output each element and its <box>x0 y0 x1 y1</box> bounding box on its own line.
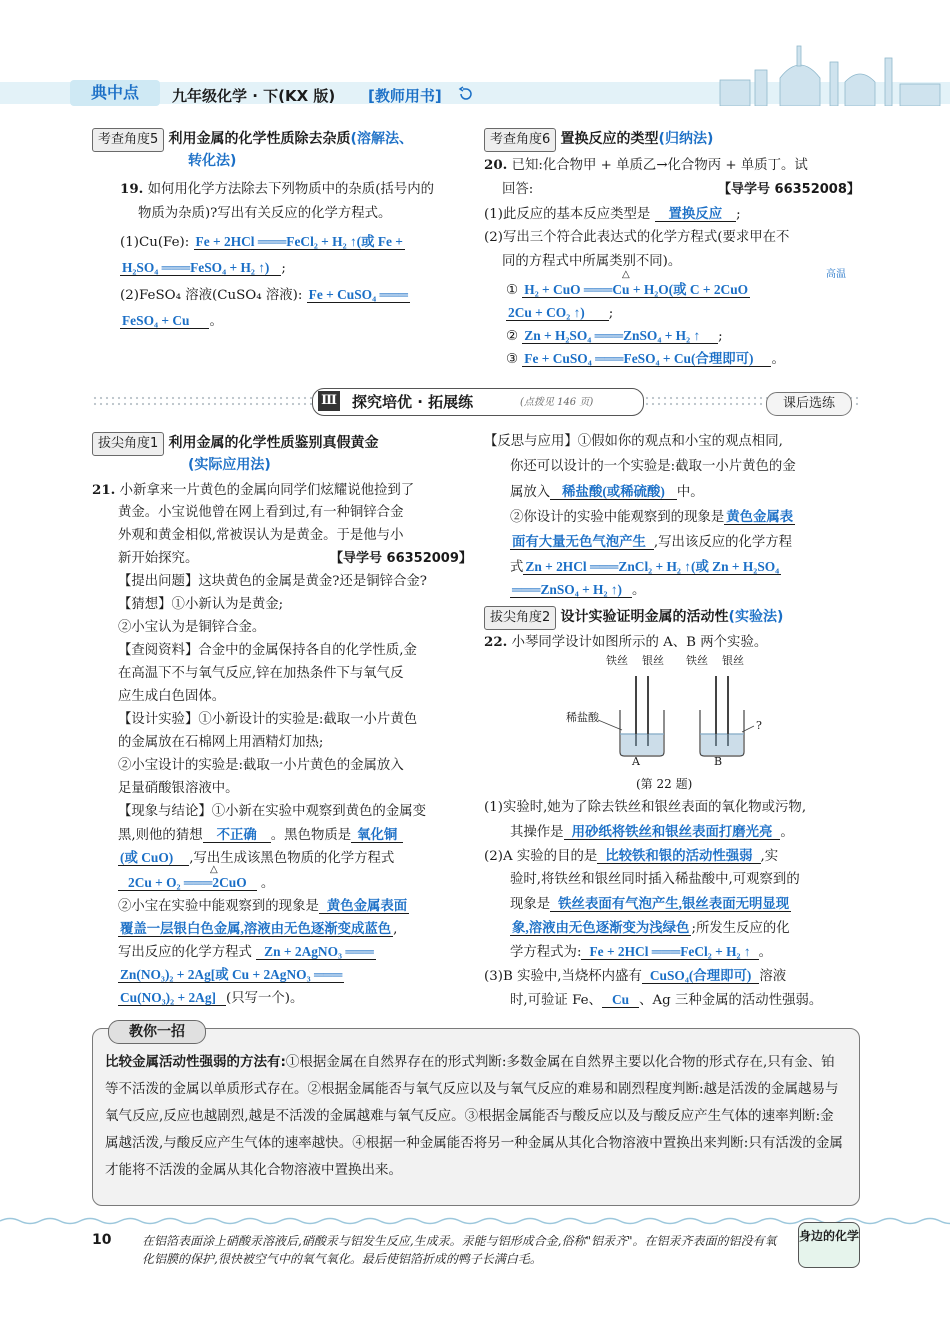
q22-sub2-post: ,实 <box>760 849 779 864</box>
q21-text: 小新拿来一片黄色的金属向同学们炫耀说他捡到了 <box>119 483 415 498</box>
semicolon: ; <box>281 261 286 276</box>
q21-result-5 <box>118 896 409 917</box>
fig-caption: (第 22 题) <box>636 777 693 791</box>
q22-sub2-phenom-post: ;所发生反应的化 <box>691 921 790 936</box>
q19-text-1: 如何用化学方法除去下列物质中的杂质(括号内的 <box>147 182 434 197</box>
chemistry-around-us-badge: 身边的化学 <box>798 1222 860 1268</box>
period: 。 <box>260 876 275 891</box>
q19-answer-2-equation: Fe + CuSO₄ ═══ <box>308 287 408 302</box>
q20-guide-number: 【导学号 66352008】 <box>718 182 860 197</box>
q21-black-substance-alt: (或 CuO) <box>118 850 189 866</box>
q21-result-1: 【现象与结论】①小新在实验中观察到黄色的金属变 <box>118 804 426 819</box>
eq1-line-2 <box>506 303 613 324</box>
q22-sub1-line-1: (1)实验时,她为了除去铁丝和银丝表面的氧化物或污物, <box>484 800 807 815</box>
q21-reflect-phenom-post: ,写出该反应的化学方程 <box>653 535 793 550</box>
q21-design-1: 【设计实验】①小新设计的实验是:截取一小片黄色 <box>118 712 418 727</box>
q21-reflect-phenom-answer-2: 面有大量无色气泡产生 <box>510 534 654 550</box>
q21-result-9 <box>118 988 303 1009</box>
semicolon: ; <box>736 207 741 222</box>
q21-reflect-phenom-prefix: ②你设计的实验中能观察到的现象是 <box>510 510 725 525</box>
tip-text <box>105 1049 845 1184</box>
q21-phenomenon-answer-2: 覆盖一层银白色金属,溶液由无色逐渐变成蓝色 <box>120 921 392 936</box>
period: 。 <box>771 352 785 367</box>
q21-reflect-eq-answer: Zn + 2HCl ═══ZnCl₂ + H₂ ↑(或 Zn + H₂SO₄ <box>525 559 780 574</box>
angle6-method: (归纳法) <box>658 131 714 147</box>
q20-answer-1-value: 置换反应 <box>655 206 737 222</box>
angle6-heading <box>484 128 713 152</box>
angle5-tag: 考查角度5 <box>92 128 164 152</box>
q22-sub2-line-2: 验时,将铁丝和银丝同时插入稀盐酸中,可观察到的 <box>510 872 800 887</box>
q21-guess-answer: 不正确 <box>203 827 271 843</box>
q21-text: 新开始探究。 <box>118 551 199 566</box>
q21-hypothesis-1: 【猜想】①小新认为是黄金; <box>118 597 284 612</box>
angle5-method-2: 转化法) <box>188 153 237 169</box>
q21-text: 外观和黄金相似,常被误认为是黄金。于是他与小 <box>118 528 404 543</box>
q19-answer-2-cont <box>120 311 223 332</box>
q19-text-2: 物质为杂质)?写出有关反应的化学方程式。 <box>138 206 392 221</box>
q21-reflect-phenom-answer: 黄色金属表 <box>726 509 794 524</box>
q21-info-1: 【查阅资料】合金中的金属保持各自的化学性质,金 <box>118 643 417 658</box>
q21-result-prefix: 黑,则他的猜想 <box>118 828 203 843</box>
eq2-answer: Zn + H₂SO₄ ═══ZnSO₄ + H₂ ↑ <box>522 328 718 344</box>
q22-sub2-phenom-prefix: 现象是 <box>510 897 551 912</box>
q21-info-3: 应生成白色固体。 <box>118 689 226 704</box>
banner-note: (点拨见 146 页) <box>520 397 594 408</box>
top-angle2-method: (实验法) <box>728 609 784 625</box>
q22-sub2-line-3 <box>510 894 791 915</box>
banner-title: 探究培优 · 拓展练 <box>352 393 474 411</box>
top-angle2-tag: 拔尖角度2 <box>484 606 556 630</box>
q22-sub3-answer-2: Cu <box>602 992 639 1008</box>
q21-result-mid: 。黑色物质是 <box>270 828 352 843</box>
q21-result-3 <box>118 848 394 869</box>
q19-answer-2-prefix: (2)FeSO₄ 溶液(CuSO₄ 溶液): <box>120 288 303 303</box>
q22-sub2-answer: 比较铁和银的活动性强弱 <box>597 848 760 864</box>
tip-box <box>92 1028 860 1206</box>
q21-phenomenon-prefix: ②小宝在实验中能观察到的现象是 <box>118 899 319 914</box>
fig-silver-label-a: 银丝 <box>642 654 664 667</box>
q21-equation-answer: Zn + 2AgNO₃ ═══ <box>256 944 376 960</box>
teacher-edition-tag: [教师用书] <box>368 87 442 105</box>
q21-design-3: ②小宝设计的实验是:截取一小片黄色的金属放入 <box>118 758 404 773</box>
q22-sub3-line-1 <box>484 966 786 987</box>
fig-acid-label: 稀盐酸 <box>566 711 599 724</box>
angle5-heading <box>92 128 413 152</box>
q22-sub2-eq-prefix: 学方程式为: <box>510 945 582 960</box>
fig-label-b: B <box>714 755 723 768</box>
semicolon: ; <box>608 306 614 321</box>
q21-reflect-3 <box>510 482 704 503</box>
q20-number: 20. <box>484 157 508 173</box>
eq3-answer: Fe + CuSO₄ ═══FeSO₄ + Cu(合理即可) <box>522 351 771 367</box>
top-angle2-heading <box>484 606 783 630</box>
q22-text: 小琴同学设计如图所示的 A、B 两个实验。 <box>511 635 768 650</box>
tip-lead: 比较金属活动性强弱的方法有: <box>105 1054 286 1070</box>
angle5-method-1: (溶解法、 <box>350 131 413 147</box>
eq2-line <box>506 326 723 347</box>
q20-answer-1 <box>484 204 741 225</box>
q21-hypothesis-2: ②小宝认为是铜锌合金。 <box>118 620 266 635</box>
period: 。 <box>780 825 794 840</box>
eq1-answer: H₂ + CuO ═══Cu + H₂O(或 C + 2CuO <box>524 282 749 297</box>
banner-number: Ⅲ <box>318 391 340 411</box>
q21-reflect-eq-prefix: 式 <box>510 560 524 575</box>
q19-answer-1 <box>120 232 405 253</box>
q21-result-7 <box>118 942 376 963</box>
q21-reflect-6 <box>510 557 781 578</box>
q21-guide-number: 【导学号 66352009】 <box>330 551 472 566</box>
q22-sub2-phenom-answer: 铁丝表面有气泡产生,银丝表面无明显现 <box>550 896 791 912</box>
fig-unknown-label: ? <box>756 719 762 732</box>
q20-line-1 <box>484 155 808 176</box>
q22-sub3-post-2: 、Ag 三种金属的活动性强弱。 <box>639 993 823 1008</box>
q21-reflect-1: 【反思与应用】①假如你的观点和小宝的观点相同, <box>484 434 783 449</box>
eq3-line <box>506 349 785 370</box>
q21-result-2 <box>118 825 403 846</box>
period: 。 <box>631 583 646 598</box>
comma: , <box>393 922 398 937</box>
q21-reflect-2: 你还可以设计的一个实验是:截取一小片黄色的金 <box>510 459 796 474</box>
q19-answer-1-equation-2: H₂SO₄ ═══FeSO₄ + H₂ ↑) <box>120 260 281 276</box>
q19-answer-2 <box>120 285 410 306</box>
q21-reflect-4 <box>510 507 795 528</box>
q19-line-1 <box>120 179 434 200</box>
q22-sub3-line-2 <box>510 990 822 1011</box>
q22-sub1-line-2 <box>510 822 794 843</box>
q21-result-6 <box>118 919 397 940</box>
page-number: 10 <box>92 1232 112 1248</box>
q22-sub1-answer: 用砂纸将铁丝和银丝表面打磨光亮 <box>564 824 781 840</box>
tip-tag: 教你一招 <box>108 1020 206 1044</box>
q21-reflect-post: 中。 <box>676 485 704 500</box>
top-angle1-heading <box>92 432 379 456</box>
eq3-number: ③ <box>506 352 519 367</box>
city-skyline-illustration <box>700 40 950 106</box>
q21-reflect-acid-answer: 稀盐酸(或稀硫酸) <box>550 484 677 500</box>
eq1-number: ① <box>506 283 519 298</box>
q21-reflect-eq-answer-2: ═══ZnSO₄ + H₂ ↑) <box>510 582 632 598</box>
q21-phenomenon-answer: 黄色金属表面 <box>319 898 409 914</box>
return-arrow-icon <box>458 86 474 102</box>
q21-result-note: (只写一个)。 <box>226 991 304 1006</box>
top-angle2-title: 设计实验证明金属的活动性 <box>560 609 729 625</box>
q21-equation-answer-2: Zn(NO₃)₂ + 2Ag[或 Cu + 2AgNO₃ ═══ <box>120 967 343 982</box>
q22-sub2-phenom-answer-2: 象,溶液由无色逐渐变为浅绿色 <box>512 920 690 935</box>
q22-sub3-answer: CuSO₄(合理即可) <box>642 968 759 984</box>
q22-sub2-line-1 <box>484 846 778 867</box>
q20-text-2: 回答: <box>502 182 534 197</box>
q21-result-post: ,写出生成该黑色物质的化学方程式 <box>189 851 395 866</box>
after-class-badge: 课后选练 <box>766 392 852 416</box>
eq2-number: ② <box>506 329 519 344</box>
brand-logo: 典中点 <box>70 80 160 106</box>
q19-number: 19. <box>120 181 144 197</box>
tip-body: ①根据金属在自然界存在的形式判断:多数金属在自然界主要以化合物的形式存在,只有金、铂等不活泼的金属以单质形式存在。②根据金属能否与氧气反应以及与氧气反应的难易和剧烈程度判断:越是活泼的金属越易与氧气反应,反应也越剧烈,越是不活泼的金属越难与氧气反应。③根据金属能否与酸反应以及与酸反应产生气体的速率判断:金属越活泼,与酸反应产生气体的速率越快。④根据一种金属能否将另一种金属从其化合物溶液中置换出来判断:只有活泼的金属才能将不活泼的金属从其化合物溶液中置换出来。 <box>105 1054 843 1178</box>
q22-number: 22. <box>484 634 508 650</box>
q21-reflect-5 <box>510 532 792 553</box>
q19-answer-1-cont <box>120 258 286 279</box>
top-angle1-title: 利用金属的化学性质鉴别真假黄金 <box>168 435 379 451</box>
angle6-tag: 考查角度6 <box>484 128 556 152</box>
q19-answer-1-equation: Fe + 2HCl ═══FeCl₂ + H₂ ↑(或 Fe + <box>195 234 403 249</box>
q21-design-2: 的金属放在石棉网上用酒精灯加热; <box>118 735 324 750</box>
q21-result-4 <box>118 873 274 894</box>
q21-design-4: 足量硝酸银溶液中。 <box>118 781 239 796</box>
q20-text-1: 已知:化合物甲 + 单质乙→化合物丙 + 单质丁。试 <box>511 158 808 173</box>
top-angle1-tag: 拔尖角度1 <box>92 432 164 456</box>
footer-fact: 在铝箔表面涂上硝酸汞溶液后,硝酸汞与铝发生反应,生成汞。汞能与铝形成合金,俗称"铝汞齐"。在铝汞齐表面的铝没有氧化铝膜的保护,很快被空气中的氧气氧化。最后使铝箔折成的鸭子长满白毛。 <box>142 1234 777 1266</box>
q22-sub2-line-4 <box>510 918 790 939</box>
q21-result-8 <box>118 965 344 986</box>
angle6-title: 置换反应的类型 <box>560 131 659 147</box>
period: 。 <box>209 314 223 329</box>
fig-iron-label-b: 铁丝 <box>686 654 708 667</box>
q21-equation-answer-3: Cu(NO₃)₂ + 2Ag] <box>118 990 226 1006</box>
q22-sub3-prefix: (3)B 实验中,当烧杯内盛有 <box>484 969 642 984</box>
q21-heat-condition: △ <box>210 864 218 875</box>
q22-sub1-prefix: 其操作是 <box>510 825 564 840</box>
angle5-title: 利用金属的化学性质除去杂质 <box>168 131 351 147</box>
q21-black-substance-answer: 氧化铜 <box>351 827 403 843</box>
q21-equation-prefix: 写出反应的化学方程式 <box>118 945 252 960</box>
fig-label-a: A <box>632 755 640 768</box>
q22-line-1 <box>484 632 767 653</box>
q19-answer-1-prefix: (1)Cu(Fe): <box>120 235 190 250</box>
q21-reflect-7 <box>510 580 645 601</box>
q21-info-2: 在高温下不与氧气反应,锌在加热条件下与氧气反 <box>118 666 404 681</box>
q22-sub2-eq-answer: Fe + 2HCl ═══FeCl₂ + H₂ ↑ <box>581 944 758 960</box>
q21-text: 黄金。小宝说他曾在网上看到过,有一种铜锌合金 <box>118 505 404 520</box>
q22-sub2-line-5 <box>510 942 772 963</box>
q20-text-4: 同的方程式中所属类别不同)。 <box>502 254 682 269</box>
book-title: 九年级化学 · 下(KX 版) <box>172 87 336 105</box>
eq1-answer-2: 2Cu + CO₂ ↑) <box>506 305 609 321</box>
fig-iron-label-a: 铁丝 <box>606 654 628 667</box>
eq1-condition-high-temp: 高温 <box>826 269 846 280</box>
q21-oxidation-equation: 2Cu + O₂ ═══2CuO <box>118 875 257 891</box>
q20-answer-1-prefix: (1)此反应的基本反应类型是 <box>484 207 651 222</box>
top-angle1-method: (实际应用法) <box>188 457 271 473</box>
period: 。 <box>758 945 772 960</box>
semicolon: ; <box>718 329 723 344</box>
q19-answer-2-equation-2: FeSO₄ + Cu <box>120 313 209 329</box>
q22-sub3-post: 溶液 <box>759 969 787 984</box>
q22-sub2-prefix: (2)A 实验的目的是 <box>484 849 598 864</box>
eq1-line <box>506 280 750 301</box>
q21-number: 21. <box>92 482 116 498</box>
q21-question: 【提出问题】这块黄色的金属是黄金?还是铜锌合金? <box>118 574 427 589</box>
q21-line-0 <box>92 480 414 501</box>
eq1-condition-heat: △ <box>622 269 630 280</box>
fig-silver-label-b: 银丝 <box>722 654 744 667</box>
q20-text-3: (2)写出三个符合此表达式的化学方程式(要求甲在不 <box>484 230 790 245</box>
q21-reflect-prefix: 属放入 <box>510 485 551 500</box>
q22-sub3-prefix-2: 时,可验证 Fe、 <box>510 993 602 1008</box>
